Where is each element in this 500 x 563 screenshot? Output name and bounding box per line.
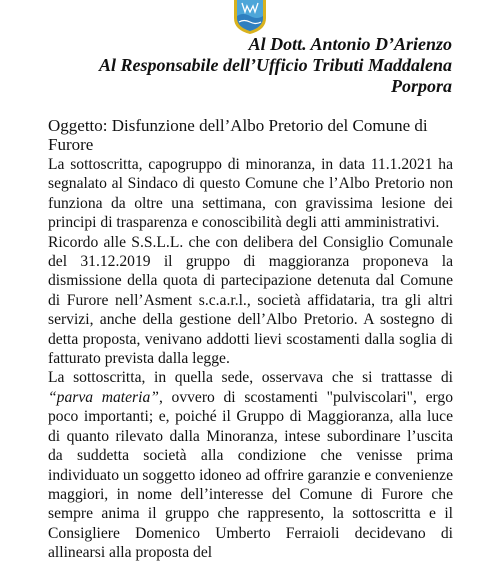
addressee-line: Al Dott. Antonio D’Arienzo (248, 34, 452, 54)
italic-quote: “parva materia” (48, 388, 159, 406)
paragraph-text: , ovvero di scostamenti "pulviscolari", ergo poco importanti; e, poiché il Gruppo di Maggioranza, alla luce di quanto rilevato dalla Minoranza, intese subordinare l’uscita da suddetta società alla condizione che venisse prima individuato un soggetto idoneo ad offrire garanzie e convenienze maggiori, in nome dell’interesse del Comune di Furore che sempre anima il gruppo che rappresento, la sottoscritta e il Consigliere Domenico Umberto Ferraioli decidevano di allinearsi alla proposta del (48, 388, 454, 562)
paragraph: La sottoscritta, capogruppo di minoranza, in data 11.1.2021 ha segnalato al Sindaco di questo Comune che l’Albo Pretorio non funziona da oltre una settimana, con gravissima lesione dei principi di trasparenza e conoscibilità degli atti amministrativi. (48, 156, 453, 232)
coat-of-arms-icon (232, 0, 268, 34)
subject-line: Oggetto: Disfunzione dell’Albo Pretorio del Comune di Furore (48, 116, 428, 154)
addressee-line: Porpora (390, 76, 452, 96)
paragraph-text: La sottoscritta, in quella sede, osservava che si trattasse di (48, 369, 453, 387)
addressee-block (99, 34, 452, 97)
addressee-line: Al Responsabile dell’Ufficio Tributi Maddalena (98, 55, 452, 75)
letter-body (48, 155, 453, 563)
paragraph: Ricordo alle S.S.L.L. che con delibera del Consiglio Comunale del 31.12.2019 il gruppo di maggioranza proponeva la dismissione della quota di partecipazione detenuta dal Comune di Furore nell’Asment s.c.a.r.l., società affidataria, tra gli altri servizi, anche della gestione dell’Albo Pretorio. A sostegno di detta proposta, venivano addotti lievi scostamenti dalla soglia di fatturato prevista dalla legge. (48, 233, 453, 368)
paragraph (48, 368, 453, 562)
